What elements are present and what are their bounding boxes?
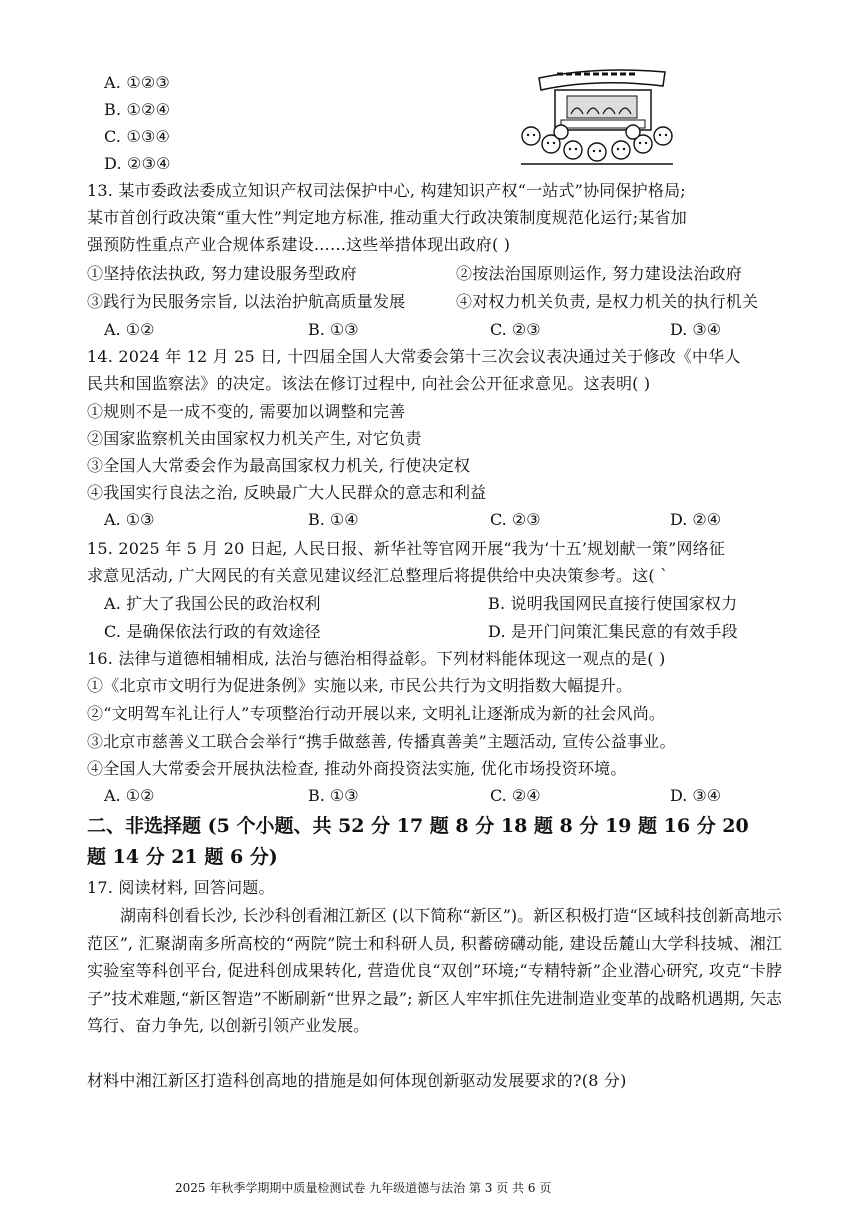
q16-option-a: A. ①② bbox=[104, 786, 155, 805]
q12-option-b: B. ①②④ bbox=[104, 100, 171, 119]
q15-option-a: A. 扩大了我国公民的政治权利 bbox=[104, 594, 321, 613]
q14-statement-2: ②国家监察机关由国家权力机关产生, 对它负责 bbox=[87, 429, 422, 448]
q15-stem-line1: 15. 2025 年 5 月 20 日起, 人民日报、新华社等官网开展“我为‘十五’规划献一策”网络征 bbox=[87, 539, 726, 558]
q14-stem-line1: 14. 2024 年 12 月 25 日, 十四届全国人大常委会第十三次会议表决通过关于修改《中华人 bbox=[87, 347, 741, 366]
q14-option-d: D. ②④ bbox=[670, 510, 722, 529]
q16-statement-2: ②“文明驾车礼让行人”专项整治行动开展以来, 文明礼让逐渐成为新的社会风尚。 bbox=[87, 704, 666, 723]
q16-stem: 16. 法律与道德相辅相成, 法治与德治相得益彰。下列材料能体现这一观点的是( ) bbox=[87, 649, 666, 668]
q15-stem-line2: 求意见活动, 广大网民的有关意见建议经汇总整理后将提供给中央决策参考。这( ` bbox=[87, 566, 669, 585]
q14-statement-1: ①规则不是一成不变的, 需要加以调整和完善 bbox=[87, 402, 406, 421]
q14-stem-line2: 民共和国监察法》的决定。该法在修订过程中, 向社会公开征求意见。这表明( ) bbox=[87, 374, 651, 393]
q13-option-a: A. ①② bbox=[104, 320, 155, 339]
q12-option-a: A. ①②③ bbox=[104, 73, 170, 92]
q13-statement-3: ③践行为民服务宗旨, 以法治护航高质量发展 bbox=[87, 292, 406, 311]
page-footer: 2025 年秋季学期期中质量检测试卷 九年级道德与法治 第 3 页 共 6 页 bbox=[175, 1181, 552, 1195]
q13-option-b: B. ①③ bbox=[308, 320, 359, 339]
q13-statement-2: ②按法治国原则运作, 努力建设法治政府 bbox=[456, 264, 742, 283]
q17-material: 湖南科创看长沙, 长沙科创看湘江新区 (以下简称“新区”)。新区积极打造“区域科技创新高地示范区”, 汇聚湖南多所高校的“两院”院士和科研人员, 积蓄磅礴动能, 建设岳麓山大学科技城、湘江实验室等科创平台, 促进科创成果转化, 营造优良“双创”环境;“专精特新”企业潜心研究, 攻克“卡脖子”技术难题,“新区智造”不断刷新“世界之最”; 新区人牢牢抓住先进制造业变革的战略机遇期, 矢志笃行、奋力争先, 以创新引领产业发展。 bbox=[87, 906, 782, 1035]
q16-statement-1: ①《北京市文明行为促进条例》实施以来, 市民公共行为文明指数大幅提升。 bbox=[87, 676, 633, 695]
q12-option-d: D. ②③④ bbox=[104, 154, 171, 173]
q13-option-c: C. ②③ bbox=[490, 320, 541, 339]
section-heading-line2: 题 14 分 21 题 6 分) bbox=[87, 846, 278, 868]
q13-option-d: D. ③④ bbox=[670, 320, 722, 339]
q14-option-b: B. ①④ bbox=[308, 510, 359, 529]
q14-option-a: A. ①③ bbox=[104, 510, 155, 529]
q16-option-d: D. ③④ bbox=[670, 786, 722, 805]
q15-option-c: C. 是确保依法行政的有效途径 bbox=[104, 622, 321, 641]
q13-stem-line2: 某市首创行政决策“重大性”判定地方标准, 推动重大行政决策制度规范化运行;某省加 bbox=[87, 208, 687, 227]
meeting-illustration bbox=[517, 64, 677, 168]
q14-option-c: C. ②③ bbox=[490, 510, 541, 529]
q17-title: 17. 阅读材料, 回答问题。 bbox=[87, 878, 275, 897]
q13-stem-line1: 13. 某市委政法委成立知识产权司法保护中心, 构建知识产权“一站式”协同保护格局; bbox=[87, 181, 686, 200]
q13-statement-4: ④对权力机关负责, 是权力机关的执行机关 bbox=[456, 292, 759, 311]
q17-question: 材料中湘江新区打造科创高地的措施是如何体现创新驱动发展要求的?(8 分) bbox=[87, 1071, 627, 1090]
q16-option-b: B. ①③ bbox=[308, 786, 359, 805]
section-heading-line1: 二、非选择题 (5 个小题、共 52 分 17 题 8 分 18 题 8 分 19 题 16 分 20 bbox=[87, 815, 749, 837]
q16-statement-3: ③北京市慈善义工联合会举行“携手做慈善, 传播真善美”主题活动, 宣传公益事业。 bbox=[87, 732, 676, 751]
q14-statement-3: ③全国人大常委会作为最高国家权力机关, 行使决定权 bbox=[87, 456, 471, 475]
q16-option-c: C. ②④ bbox=[490, 786, 541, 805]
q14-statement-4: ④我国实行良法之治, 反映最广大人民群众的意志和利益 bbox=[87, 483, 487, 502]
q16-statement-4: ④全国人大常委会开展执法检查, 推动外商投资法实施, 优化市场投资环境。 bbox=[87, 759, 627, 778]
q13-statement-1: ①坚持依法执政, 努力建设服务型政府 bbox=[87, 264, 357, 283]
q13-stem-line3: 强预防性重点产业合规体系建设……这些举措体现出政府( ) bbox=[87, 235, 511, 254]
q15-option-d: D. 是开门问策汇集民意的有效手段 bbox=[488, 622, 738, 641]
q15-option-b: B. 说明我国网民直接行使国家权力 bbox=[488, 594, 738, 613]
q12-option-c: C. ①③④ bbox=[104, 127, 171, 146]
